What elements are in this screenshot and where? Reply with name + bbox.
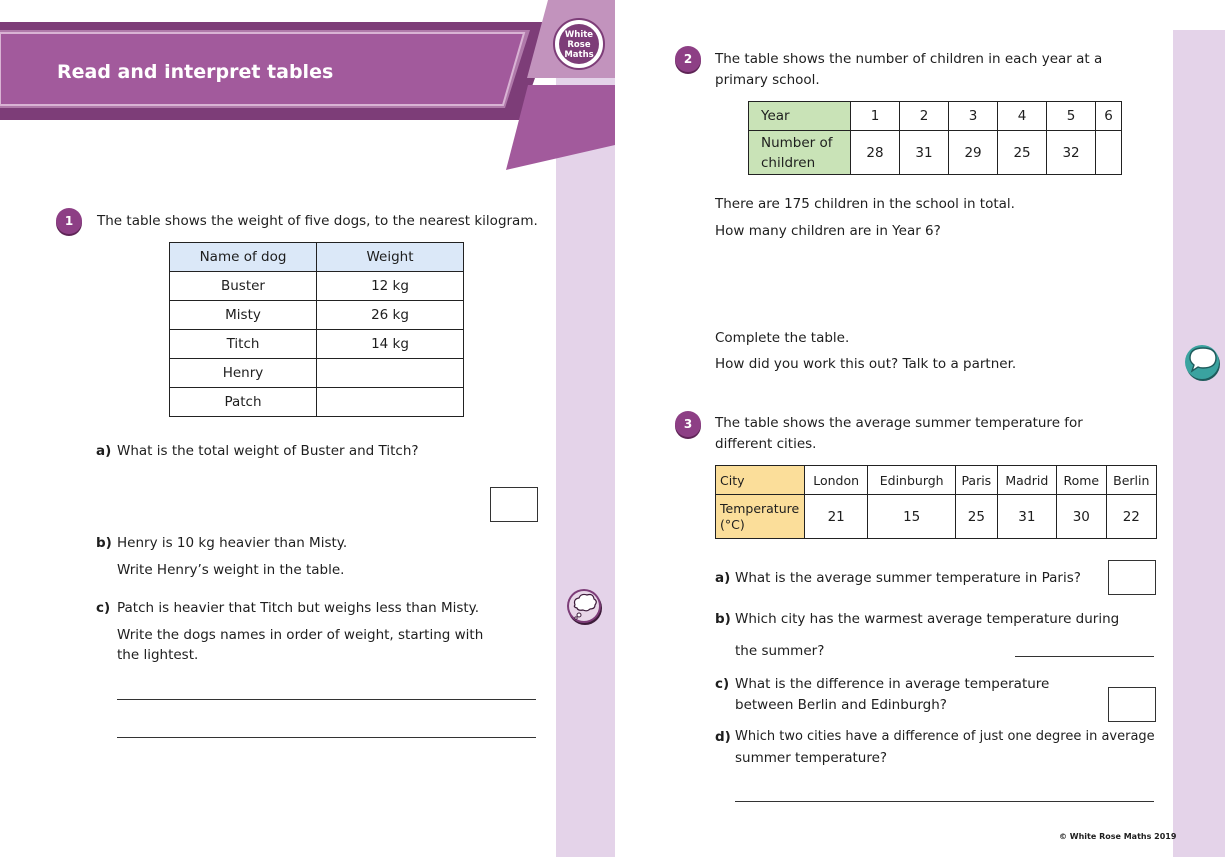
q3-city-temperature-table [715, 465, 1157, 539]
table-cell: 21 [805, 495, 868, 539]
q2-text1: There are 175 children in the school in total. [715, 196, 1015, 212]
q3d-text1: Which two cities have a difference of just one degree in average [735, 729, 1155, 744]
copyright-footer: © White Rose Maths 2019 [1059, 832, 1177, 841]
q1-dog-weight-table [169, 242, 464, 417]
q3c-answer-box[interactable] [1108, 687, 1156, 722]
q3c-text2: between Berlin and Edinburgh? [735, 697, 947, 713]
q3d-answer-line[interactable] [735, 801, 1154, 802]
table-cell: 2 [900, 102, 949, 131]
q2-text4: How did you work this out? Talk to a partner. [715, 356, 1017, 372]
q3a-text: What is the average summer temperature in Paris? [735, 570, 1081, 586]
table-cell: 25 [998, 131, 1047, 175]
q3-intro-line1: The table shows the average summer temperature for [715, 415, 1083, 431]
thought-bubble-icon [565, 587, 605, 627]
q1c-text1: Patch is heavier that Titch but weighs less than Misty. [117, 600, 480, 616]
q1b-text2: Write Henry’s weight in the table. [117, 562, 345, 578]
q2-intro-line2: primary school. [715, 72, 820, 88]
header-banner [0, 0, 615, 175]
q3a-answer-box[interactable] [1108, 560, 1156, 595]
question-number-2: 2 [675, 46, 701, 72]
table-header-year: Year [749, 102, 851, 131]
table-cell: Buster [170, 272, 317, 301]
table-cell: Edinburgh [868, 466, 956, 495]
question-number-3: 3 [675, 411, 701, 437]
q3d-label: d) [715, 729, 731, 745]
table-cell: 14 kg [317, 330, 464, 359]
right-page-strip [1173, 30, 1225, 857]
table-cell: 15 [868, 495, 956, 539]
table-cell: 22 [1106, 495, 1156, 539]
table-header-number-of-children: Number of children [749, 131, 851, 175]
right-page [615, 0, 1225, 857]
q3b-text1: Which city has the warmest average temperature during [735, 611, 1120, 627]
q3c-text1: What is the difference in average temperature [735, 676, 1050, 692]
table-cell: Madrid [997, 466, 1056, 495]
table-header-weight: Weight [317, 243, 464, 272]
table-cell: Misty [170, 301, 317, 330]
q1c-text3: the lightest. [117, 647, 199, 663]
year6-answer-cell[interactable] [1096, 131, 1122, 175]
table-cell: 6 [1096, 102, 1122, 131]
table-cell: 1 [851, 102, 900, 131]
q3d-text2: summer temperature? [735, 750, 888, 766]
question-number-1: 1 [56, 208, 82, 234]
henry-weight-answer-cell[interactable] [317, 359, 464, 388]
q1b-text1: Henry is 10 kg heavier than Misty. [117, 535, 348, 551]
table-cell: Patch [170, 388, 317, 417]
speech-bubble-icon [1183, 343, 1223, 383]
table-cell: 29 [949, 131, 998, 175]
q1a-answer-box[interactable] [490, 487, 538, 522]
table-cell: Berlin [1106, 466, 1156, 495]
table-cell: Paris [956, 466, 998, 495]
q3b-answer-line[interactable] [1015, 656, 1154, 657]
table-cell: 32 [1047, 131, 1096, 175]
q2-children-per-year-table [748, 101, 1122, 175]
q1c-text2: Write the dogs names in order of weight, starting with [117, 627, 484, 643]
q2-text2: How many children are in Year 6? [715, 223, 941, 239]
q3b-label: b) [715, 611, 731, 627]
table-cell: 28 [851, 131, 900, 175]
table-cell: 26 kg [317, 301, 464, 330]
q1a-text: What is the total weight of Buster and Titch? [117, 443, 419, 459]
q1b-label: b) [96, 535, 112, 551]
patch-weight-answer-cell[interactable] [317, 388, 464, 417]
table-cell: Titch [170, 330, 317, 359]
q1a-label: a) [96, 443, 112, 459]
q3-intro-line2: different cities. [715, 436, 817, 452]
table-cell: 31 [997, 495, 1056, 539]
q3b-text2: the summer? [735, 643, 825, 659]
table-cell: 31 [900, 131, 949, 175]
q1-intro: The table shows the weight of five dogs, to the nearest kilogram. [97, 213, 538, 229]
page-title: Read and interpret tables [57, 61, 334, 83]
table-cell: Henry [170, 359, 317, 388]
table-cell: 12 kg [317, 272, 464, 301]
table-header-temperature: Temperature (°C) [716, 495, 805, 539]
table-cell: Rome [1057, 466, 1107, 495]
q1c-answer-line-2[interactable] [117, 737, 536, 738]
white-rose-maths-logo: White Rose Maths [553, 18, 605, 70]
table-cell: 4 [998, 102, 1047, 131]
table-cell: 30 [1057, 495, 1107, 539]
q3c-label: c) [715, 676, 730, 692]
table-header-name: Name of dog [170, 243, 317, 272]
q1c-label: c) [96, 600, 111, 616]
table-cell: 3 [949, 102, 998, 131]
q2-text3: Complete the table. [715, 330, 850, 346]
q2-intro-line1: The table shows the number of children in each year at a [715, 51, 1103, 67]
table-header-city: City [716, 466, 805, 495]
table-cell: London [805, 466, 868, 495]
table-cell: 25 [956, 495, 998, 539]
table-cell: 5 [1047, 102, 1096, 131]
q1c-answer-line-1[interactable] [117, 699, 536, 700]
q3a-label: a) [715, 570, 731, 586]
